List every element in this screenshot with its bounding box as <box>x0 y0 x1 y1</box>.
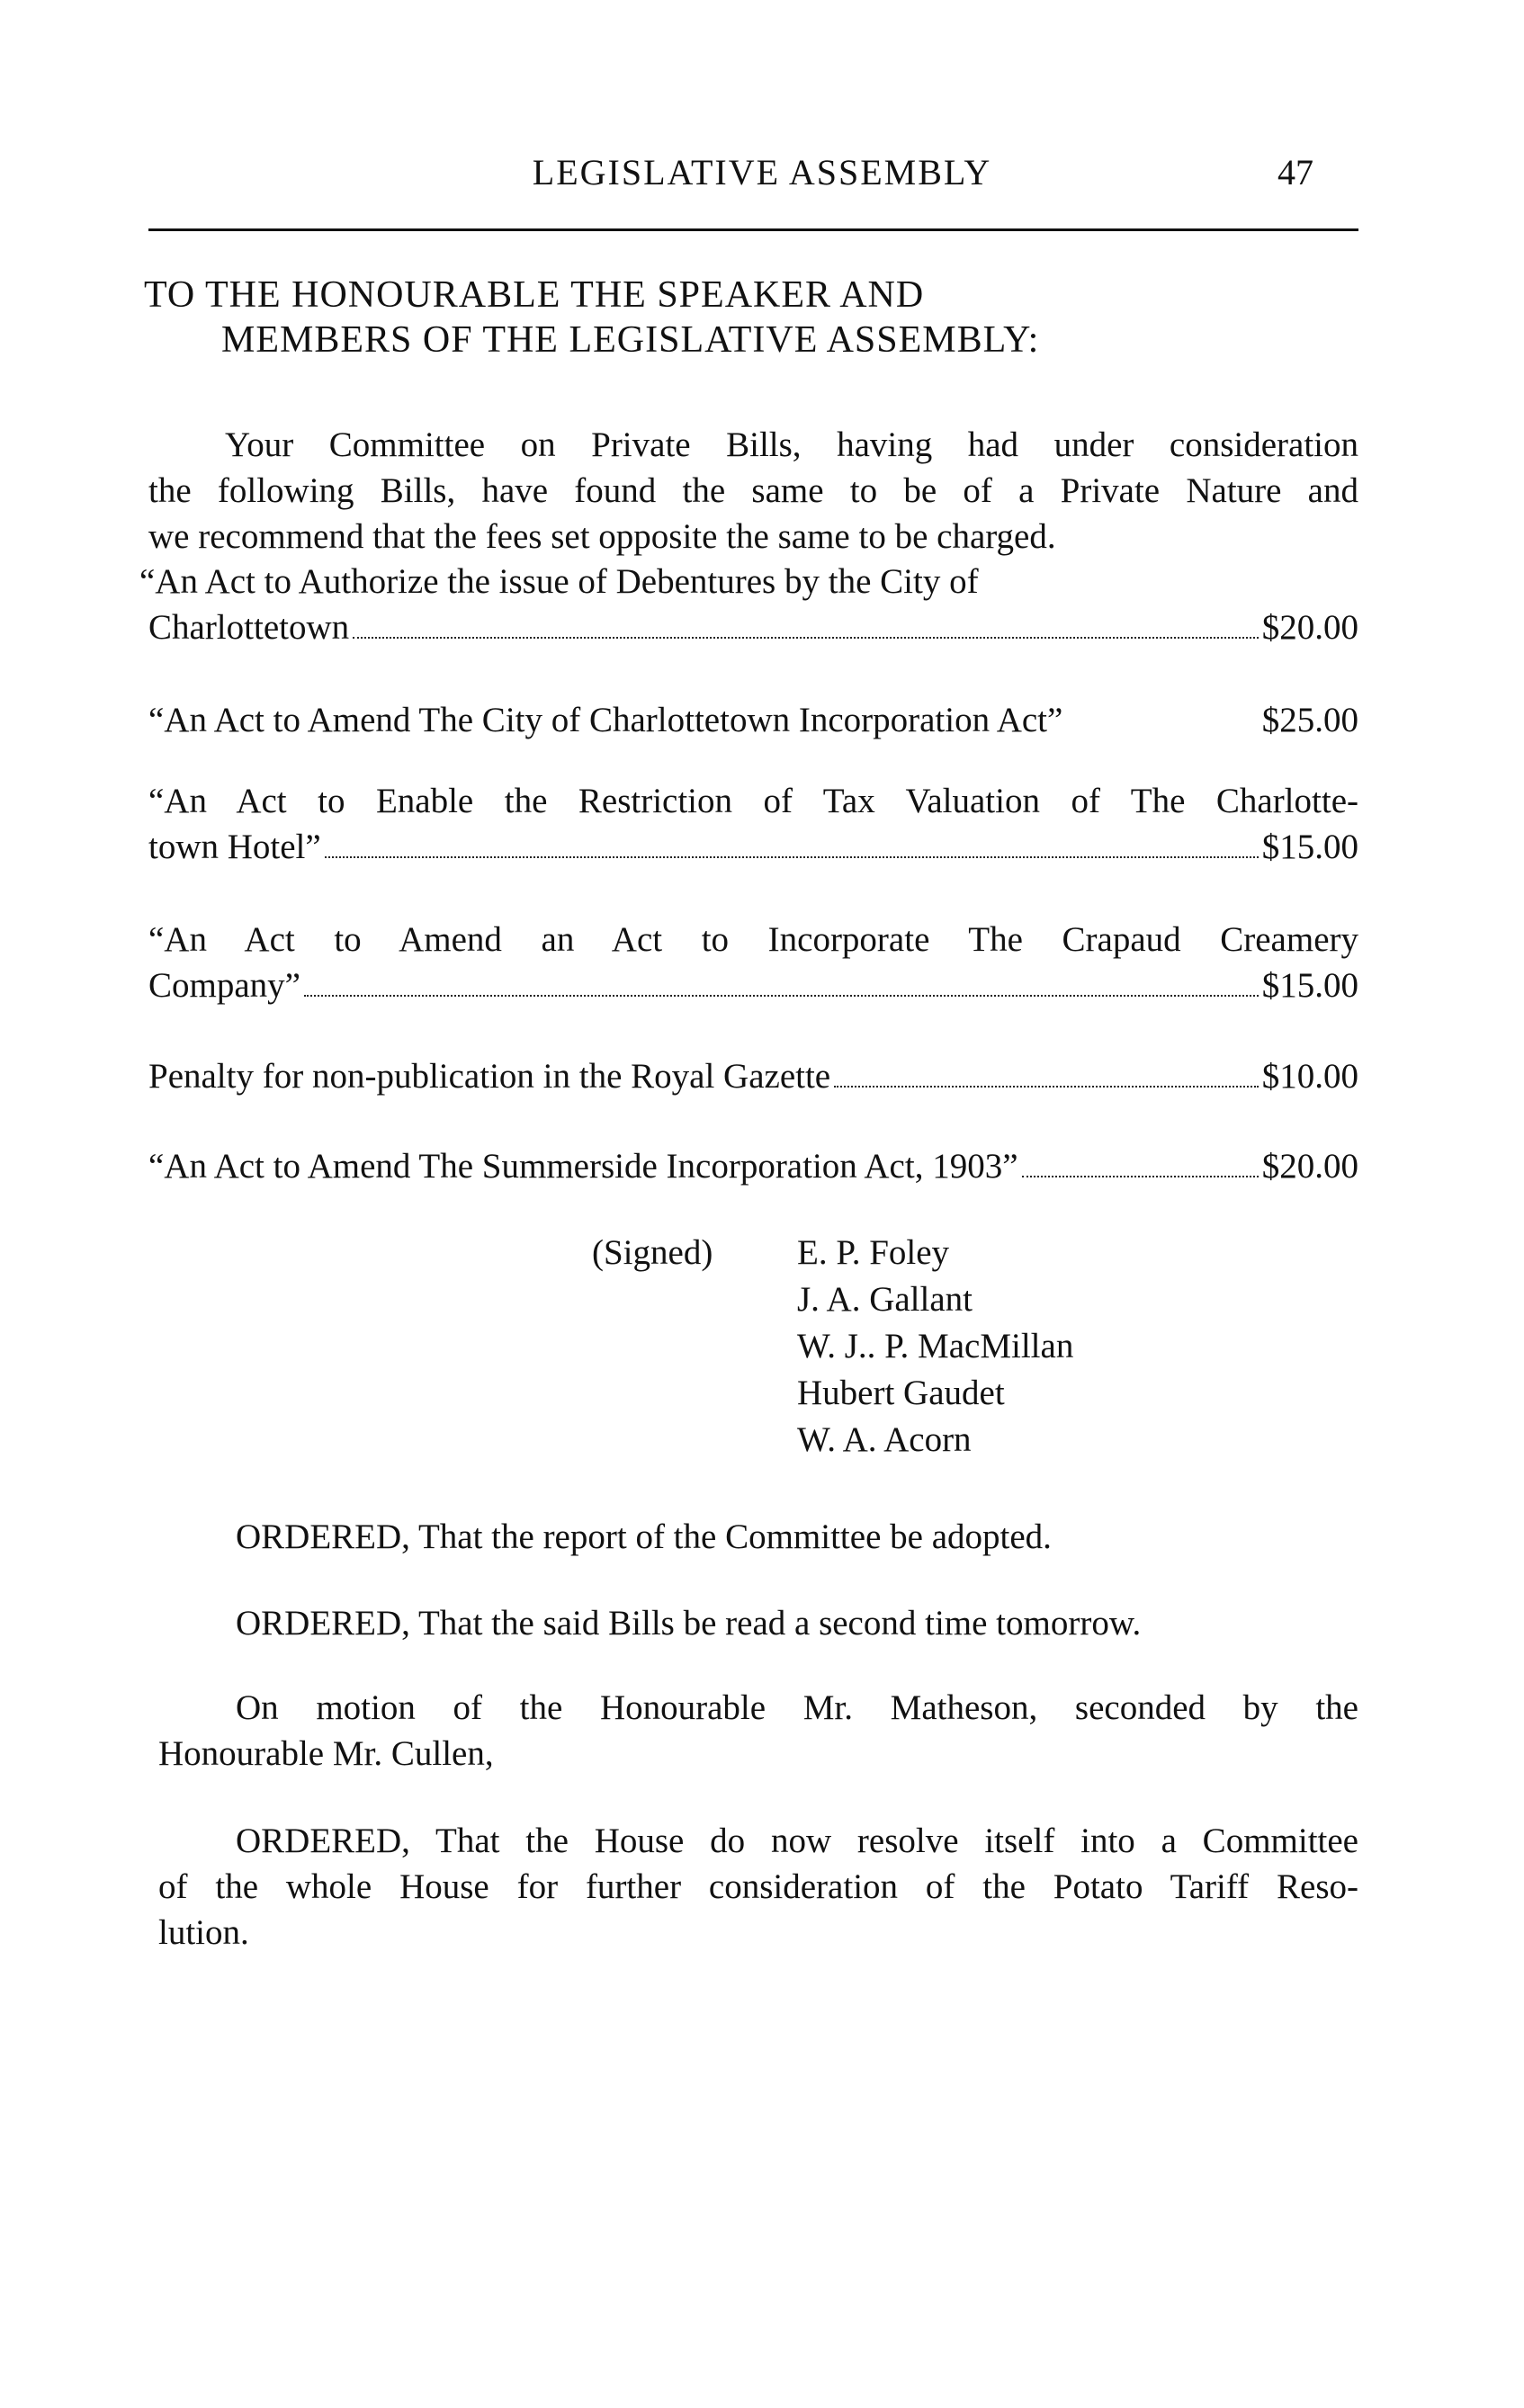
penalty-label: Penalty for non-publication in the Royal Gazette <box>148 1057 831 1096</box>
bill-3-fee: $15.00 <box>1261 828 1358 866</box>
header-rule <box>148 228 1358 231</box>
signed-label: (Signed) <box>592 1233 713 1272</box>
order-committee-line-3: lution. <box>158 1913 249 1952</box>
bill-2-title: “An Act to Amend The City of Charlottetown Incorporation Act” <box>148 701 1063 739</box>
motion-line-1: On motion of the Honourable Mr. Matheson, seconded by the <box>236 1688 1358 1727</box>
bill-1-title: “An Act to Authorize the issue of Debentures by the City of <box>139 562 979 601</box>
order-adopt: ORDERED, That the report of the Committee be adopted. <box>236 1517 1052 1556</box>
order-second-reading: ORDERED, That the said Bills be read a second time tomorrow. <box>236 1604 1142 1643</box>
bill-4-title: “An Act to Amend an Act to Incorporate The Crapaud Creamery <box>148 920 1358 959</box>
signatory-name: J. A. Gallant <box>797 1280 973 1319</box>
bill-4-fee-line <box>148 963 1358 1008</box>
motion-line-2: Honourable Mr. Cullen, <box>158 1734 494 1773</box>
leader-dots <box>834 1086 1259 1088</box>
signatory-name: W. A. Acorn <box>797 1420 972 1459</box>
bill-4-fee: $15.00 <box>1261 966 1358 1005</box>
bill-1-title-cont: Charlottetown <box>148 608 350 647</box>
bill-1-fee-line <box>148 605 1358 650</box>
bill-4-title-cont: Company” <box>148 966 300 1005</box>
bill-3-title-cont: town Hotel” <box>148 828 321 866</box>
leader-dots <box>325 856 1259 858</box>
bill-5-fee: $20.00 <box>1261 1147 1358 1186</box>
address-line-1: TO THE HONOURABLE THE SPEAKER AND <box>144 274 925 316</box>
bill-5-title: “An Act to Amend The Summerside Incorporation Act, 1903” <box>148 1147 1018 1186</box>
address-line-2: MEMBERS OF THE LEGISLATIVE ASSEMBLY: <box>221 319 1040 361</box>
bill-1-fee: $20.00 <box>1261 608 1358 647</box>
leader-dots <box>304 995 1259 997</box>
bill-3-title: “An Act to Enable the Restriction of Tax Valuation of The Charlotte- <box>148 782 1358 820</box>
leader-dots <box>353 637 1259 639</box>
running-header-title: LEGISLATIVE ASSEMBLY <box>532 152 992 192</box>
order-committee-line-1: ORDERED, That the House do now resolve itself into a Committee <box>236 1822 1358 1860</box>
bill-5-fee-line <box>148 1144 1358 1189</box>
page-number: 47 <box>1277 152 1313 192</box>
penalty-fee-line <box>148 1054 1358 1099</box>
intro-line-1: Your Committee on Private Bills, having had under consideration <box>225 425 1358 464</box>
intro-line-2: the following Bills, have found the same to be of a Private Nature and <box>148 471 1358 510</box>
bill-2-fee: $25.00 <box>1261 701 1358 739</box>
signatory-name: Hubert Gaudet <box>797 1374 1005 1412</box>
signatory-name: E. P. Foley <box>797 1233 950 1272</box>
bill-3-fee-line <box>148 825 1358 870</box>
bill-2-fee-line <box>148 698 1358 743</box>
signatory-name: W. J.. P. MacMillan <box>797 1327 1074 1365</box>
order-committee-line-2: of the whole House for further consideration of the Potato Tariff Reso- <box>158 1867 1358 1906</box>
leader-dots <box>1022 1176 1259 1177</box>
intro-line-3: we recommend that the fees set opposite the same to be charged. <box>148 517 1056 556</box>
penalty-fee: $10.00 <box>1261 1057 1358 1096</box>
